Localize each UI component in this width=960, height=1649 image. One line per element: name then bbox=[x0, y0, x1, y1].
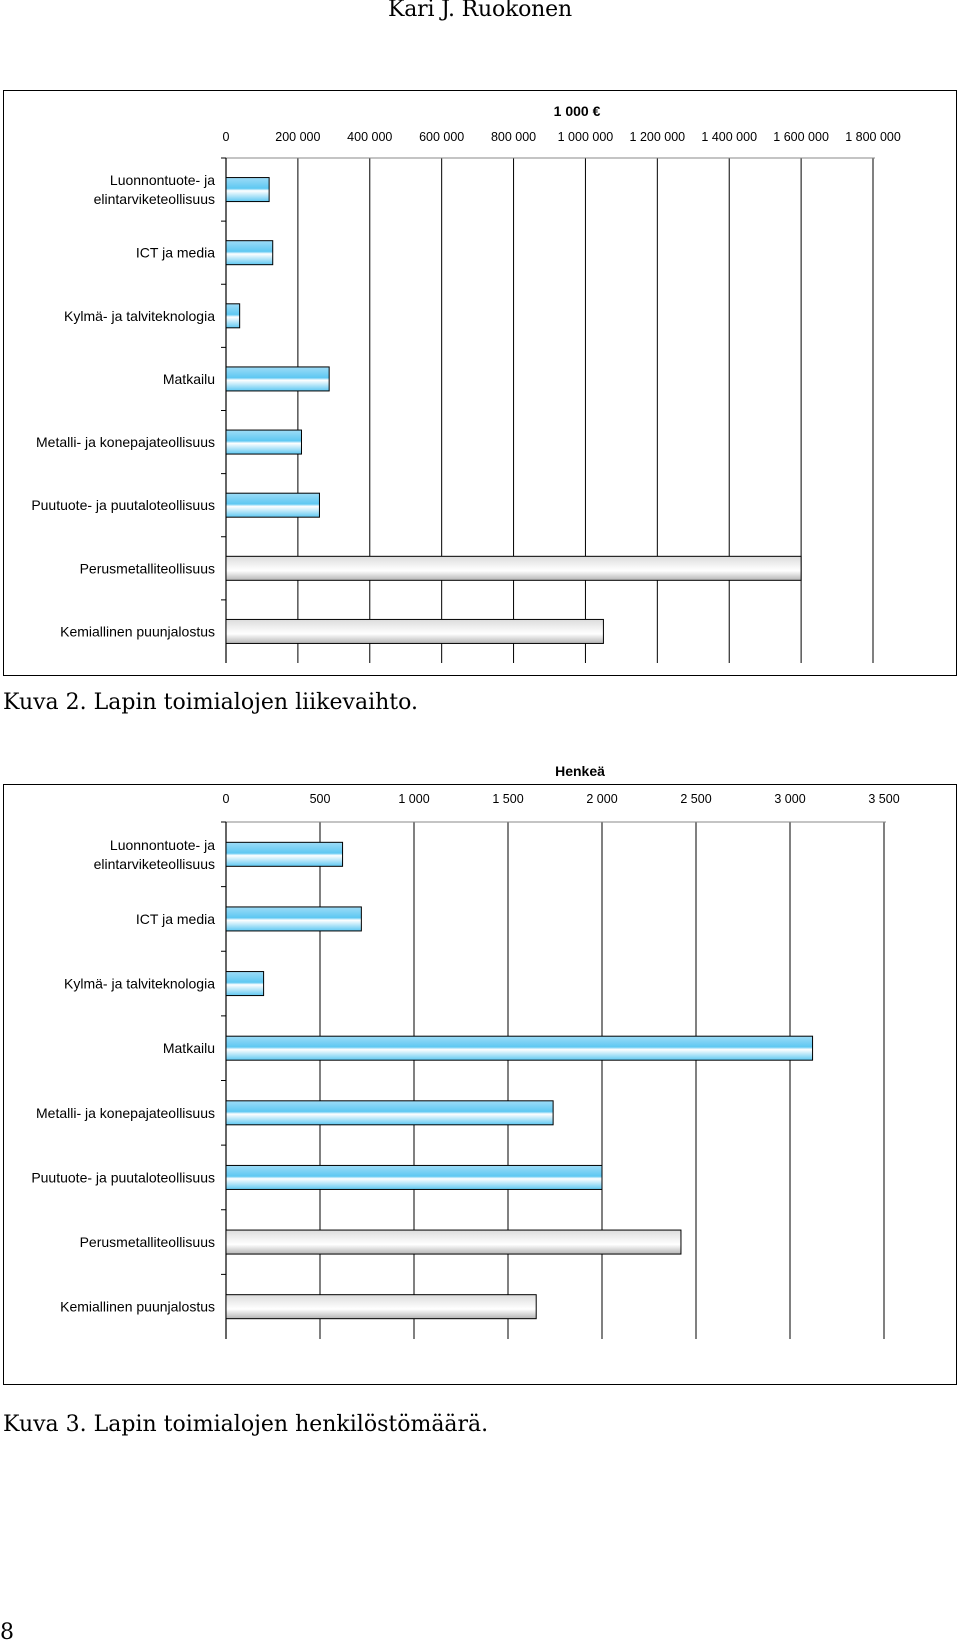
category-label: Kemiallinen puunjalostus bbox=[60, 1298, 215, 1315]
category-label: Puutuote- ja puutaloteollisuus bbox=[31, 1169, 215, 1186]
x-tick-label: 1 000 bbox=[398, 792, 430, 806]
category-label: Perusmetalliteollisuus bbox=[79, 560, 215, 577]
bar bbox=[226, 430, 301, 454]
bar bbox=[226, 619, 603, 643]
category-label: Kylmä- ja talviteknologia bbox=[64, 307, 215, 324]
x-tick-label: 800 000 bbox=[490, 130, 537, 144]
x-tick-label: 1 200 000 bbox=[629, 130, 686, 144]
category-label: Metalli- ja konepajateollisuus bbox=[36, 434, 215, 451]
bar bbox=[226, 972, 264, 996]
bar bbox=[226, 304, 240, 328]
x-tick-label: 3 000 bbox=[774, 792, 806, 806]
category-label: Puutuote- ja puutaloteollisuus bbox=[31, 497, 215, 514]
category-label: Matkailu bbox=[162, 370, 215, 387]
figure-caption-personnel: Kuva 3. Lapin toimialojen henkilöstömäärä. bbox=[3, 1412, 489, 1437]
x-tick-label: 600 000 bbox=[419, 130, 465, 144]
category-label: Metalli- ja konepajateollisuus bbox=[36, 1104, 215, 1121]
x-axis-title: Henkeä bbox=[555, 763, 605, 779]
x-tick-label: 0 bbox=[222, 130, 230, 144]
x-tick-label: 500 bbox=[309, 792, 331, 806]
category-label: Kemiallinen puunjalostus bbox=[60, 623, 215, 640]
category-label: elintarviketeollisuus bbox=[93, 191, 215, 208]
x-tick-label: 1 500 bbox=[492, 792, 524, 806]
page-number: 8 bbox=[0, 1620, 14, 1645]
category-label: Kylmä- ja talviteknologia bbox=[64, 975, 215, 992]
bar bbox=[226, 556, 801, 580]
category-label: ICT ja media bbox=[135, 244, 215, 261]
revenue-chart-svg bbox=[4, 91, 956, 675]
bar bbox=[226, 1036, 813, 1060]
bar bbox=[226, 367, 329, 391]
x-tick-label: 0 bbox=[222, 792, 230, 806]
personnel-chart-svg bbox=[4, 763, 956, 1384]
bar bbox=[226, 178, 269, 202]
x-tick-label: 400 000 bbox=[347, 130, 393, 144]
category-label: Matkailu bbox=[162, 1040, 215, 1057]
figure-caption-revenue: Kuva 2. Lapin toimialojen liikevaihto. bbox=[3, 690, 418, 715]
bar bbox=[226, 1101, 553, 1125]
bar bbox=[226, 842, 343, 866]
bar bbox=[226, 241, 273, 265]
personnel-chart bbox=[3, 763, 957, 1385]
x-tick-label: 1 600 000 bbox=[773, 130, 829, 144]
x-axis-title: 1 000 € bbox=[553, 103, 601, 119]
x-tick-label: 200 000 bbox=[275, 130, 321, 144]
x-tick-label: 1 800 000 bbox=[845, 130, 901, 144]
bar bbox=[226, 907, 361, 931]
category-label: Perusmetalliteollisuus bbox=[79, 1234, 215, 1251]
x-tick-label: 3 500 bbox=[868, 792, 900, 806]
revenue-chart bbox=[3, 90, 957, 676]
category-label: Luonnontuote- ja bbox=[109, 836, 215, 853]
x-tick-label: 1 000 000 bbox=[557, 130, 614, 144]
bar bbox=[226, 493, 319, 517]
x-tick-label: 2 500 bbox=[680, 792, 712, 806]
bar bbox=[226, 1165, 602, 1189]
category-label: elintarviketeollisuus bbox=[93, 855, 215, 872]
x-tick-label: 2 000 bbox=[586, 792, 618, 806]
x-tick-label: 1 400 000 bbox=[701, 130, 758, 144]
category-label: ICT ja media bbox=[135, 910, 215, 927]
bar bbox=[226, 1230, 681, 1254]
running-header: Kari J. Ruokonen bbox=[388, 0, 572, 22]
bar bbox=[226, 1295, 536, 1319]
category-label: Luonnontuote- ja bbox=[109, 172, 215, 189]
